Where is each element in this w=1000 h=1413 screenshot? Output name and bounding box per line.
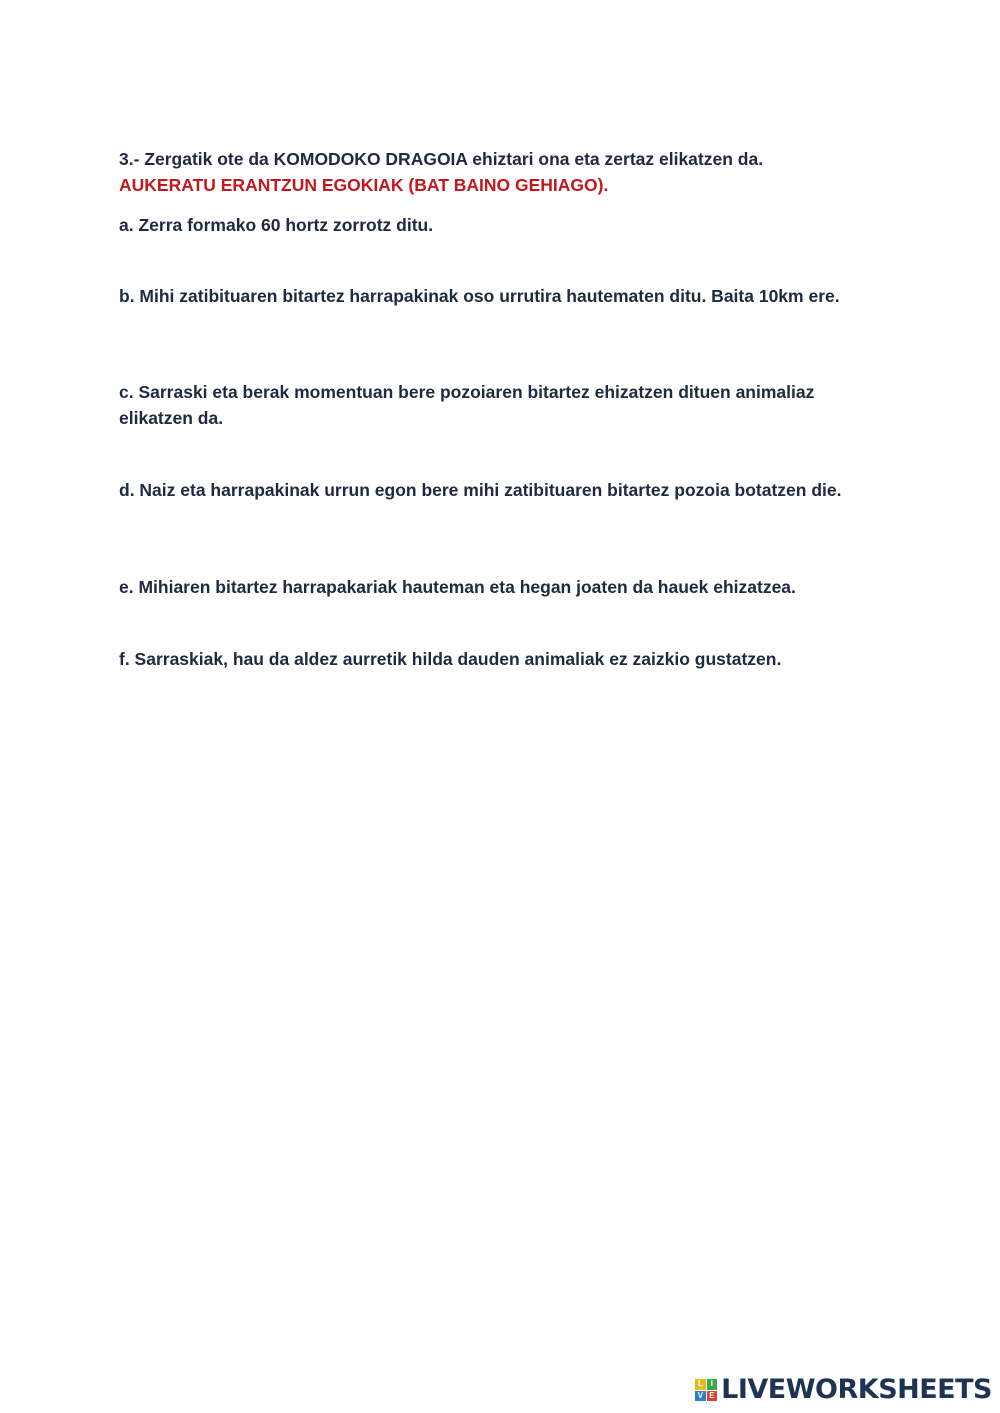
option-a[interactable]: a. Zerra formako 60 hortz zorrotz ditu. <box>119 215 434 235</box>
logo-mark-letter: V <box>695 1391 706 1402</box>
option-e[interactable]: e. Mihiaren bitartez harrapakariak hauteman eta hegan joaten da hauek ehizatzea. <box>119 577 796 597</box>
question-text: 3.- Zergatik ote da KOMODOKO DRAGOIA ehiztari ona eta zertaz elikatzen da. <box>119 149 764 169</box>
question-instruction: AUKERATU ERANTZUN EGOKIAK (BAT BAINO GEHIAGO). <box>119 175 609 195</box>
option-f[interactable]: f. Sarraskiak, hau da aldez aurretik hilda dauden animaliak ez zaizkio gustatzen. <box>119 649 782 669</box>
option-d[interactable]: d. Naiz eta harrapakinak urrun egon bere mihi zatibituaren bitartez pozoia botatzen die. <box>119 480 842 500</box>
logo-mark-letter: L <box>695 1379 706 1390</box>
logo-mark-letter: I <box>707 1379 718 1390</box>
option-b[interactable]: b. Mihi zatibituaren bitartez harrapakinak oso urrutira hautematen ditu. Baita 10km ere. <box>119 286 840 306</box>
worksheet <box>119 146 889 669</box>
logo-mark-icon <box>695 1379 717 1401</box>
logo-text: LIVEWORKSHEETS <box>721 1374 992 1405</box>
option-c[interactable]: c. Sarraski eta berak momentuan bere pozoiaren bitartez ehizatzen dituen animaliaz elikatzen da. <box>119 382 815 428</box>
liveworksheets-logo <box>695 1375 992 1405</box>
question-block <box>119 146 889 198</box>
logo-mark-letter: E <box>707 1391 718 1402</box>
